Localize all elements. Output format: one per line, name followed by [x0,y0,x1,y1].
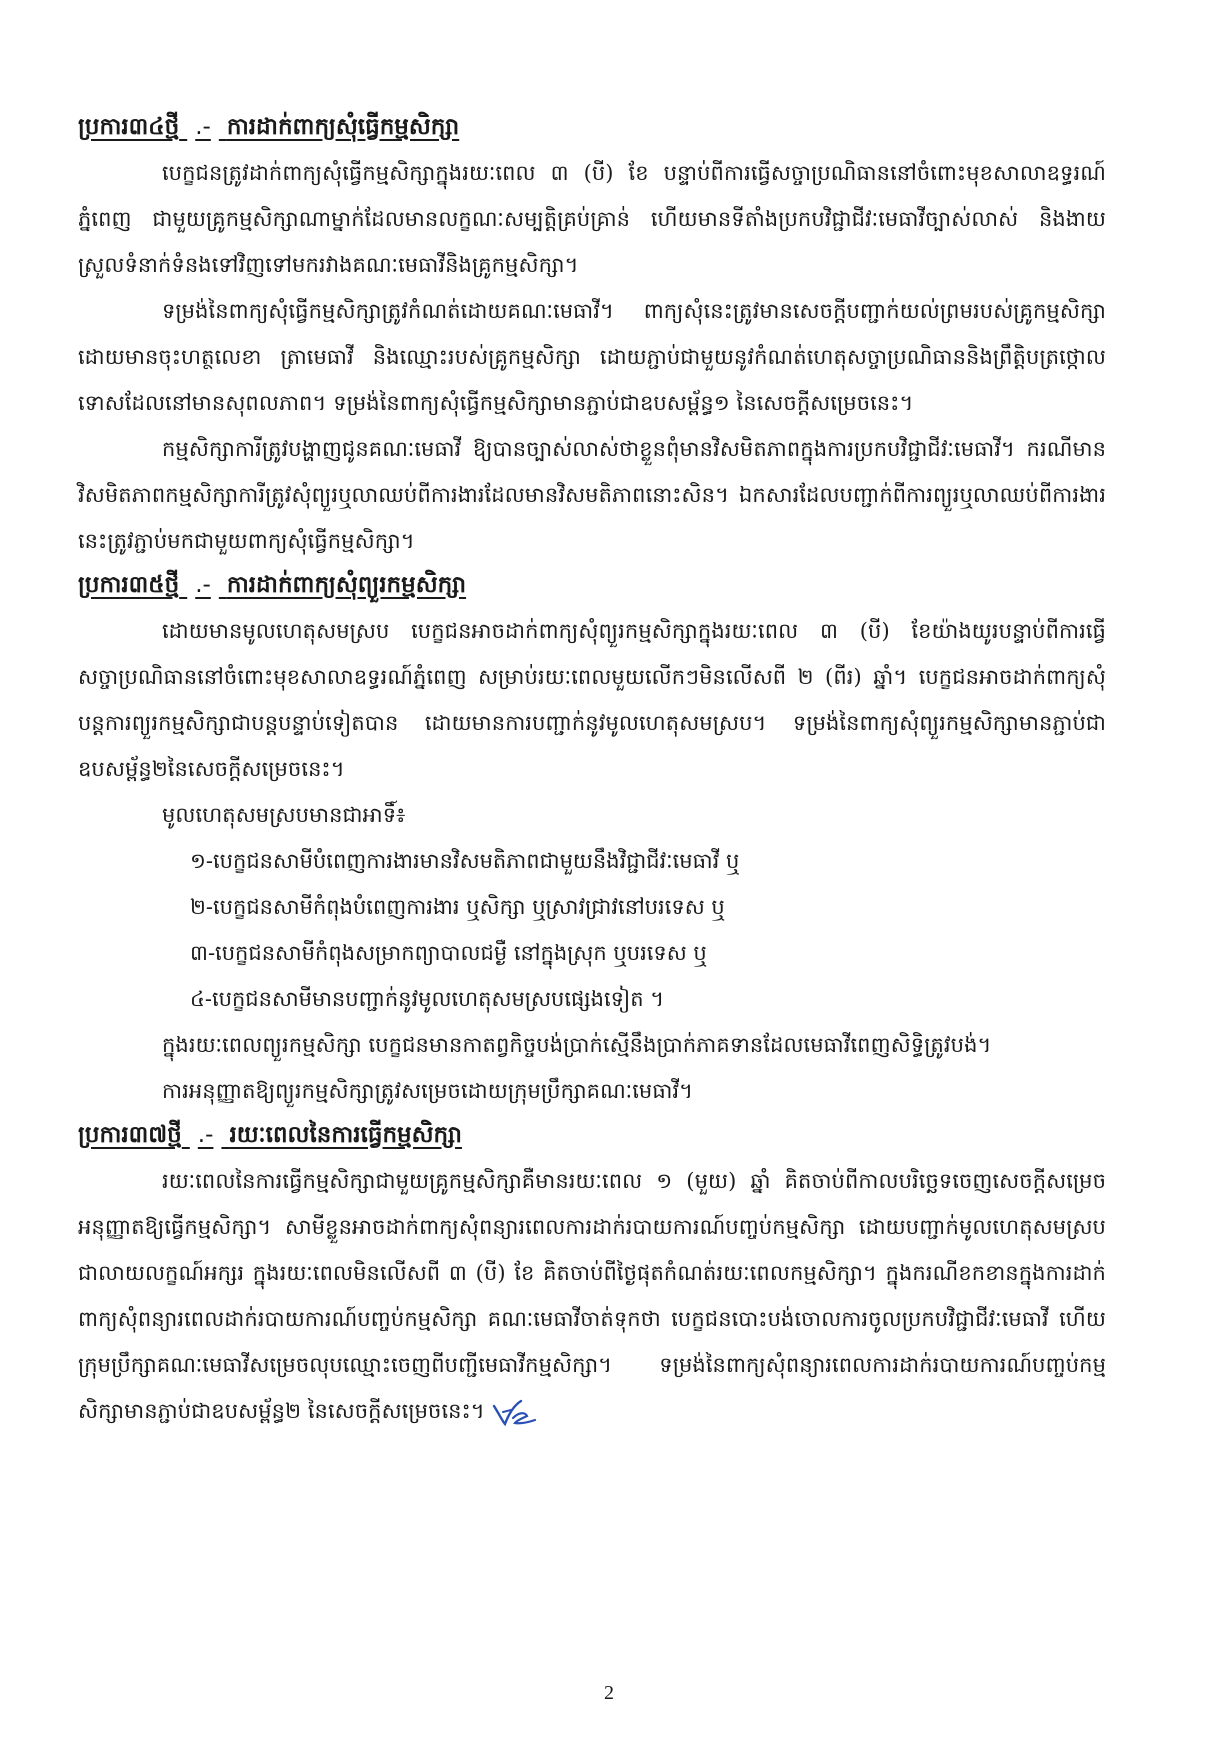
paragraph-text: រយៈពេលនៃការធ្វើកម្មសិក្សាជាមួយគ្រូកម្មសិក្សាគឺមានរយៈពេល ១ (មួយ) ឆ្នាំ គិតចាប់ពីកាលបរិច្ឆេទចេញសេចក្ដីសម្រេចអនុញ្ញាតឱ្យធ្វើកម្មសិក្សា។ សាមីខ្លួនអាចដាក់ពាក្យសុំពន្យារពេលការដាក់របាយការណ៍បញ្ចប់កម្មសិក្សា ដោយបញ្ជាក់មូលហេតុសមស្របជាលាយលក្ខណ៍អក្សរ ក្នុងរយៈពេលមិនលើសពី ៣ (បី) ខែ គិតចាប់ពីថ្ងៃផុតកំណត់រយៈពេលកម្មសិក្សា។ ក្នុងករណីខកខានក្នុងការដាក់ពាក្យសុំពន្យារពេលដាក់របាយការណ៍បញ្ចប់កម្មសិក្សា គណៈមេធាវីចាត់ទុកថា បេក្ខជនបោះបង់ចោលការចូលប្រកបវិជ្ជាជីវៈមេធាវី ហើយក្រុមប្រឹក្សាគណៈមេធាវីសម្រេចលុបឈ្មោះចេញពីបញ្ជីមេធាវីកម្មសិក្សា។ ទម្រង់នៃពាក្យសុំពន្យារពេលការដាក់របាយការណ៍បញ្ចប់កម្មសិក្សាមានភ្ជាប់ជាឧបសម្ព័ន្ធ២ នៃសេចក្ដីសម្រេចនេះ។ [78,1169,1106,1423]
article-34-title: ការដាក់ពាក្យសុំធ្វើកម្មសិក្សា [226,114,460,140]
article-35-section [78,566,1106,1114]
list-item: ២-បេក្ខជនសាមីកំពុងបំពេញការងារ ឬសិក្សា ឬស្រាវជ្រាវនៅបរទេស ឬ [190,895,725,919]
paragraph: ក្នុងរយៈពេលព្យួរកម្មសិក្សា បេក្ខជនមានកាតព្វកិច្ចបង់ប្រាក់ស្មើនឹងប្រាក់ភាគទានដែលមេធាវីពេញសិទ្ធិត្រូវបង់។ [162,1033,992,1057]
paragraph: ដោយមានមូលហេតុសមស្រប បេក្ខជនអាចដាក់ពាក្យសុំព្យួរកម្មសិក្សាក្នុងរយៈពេល ៣ (បី) ខែយ៉ាងយូរបន្ទាប់ពីការធ្វើសច្ចាប្រណិធាននៅចំពោះមុខសាលាឧទ្ធរណ៍ភ្នំពេញ សម្រាប់រយៈពេលមួយលើកៗមិនលើសពី ២ (ពីរ) ឆ្នាំ។ បេក្ខជនអាចដាក់ពាក្យសុំបន្តការព្យួរកម្មសិក្សាជាបន្តបន្ទាប់ទៀតបាន ដោយមានការបញ្ជាក់នូវមូលហេតុសមស្រប។ ទម្រង់នៃពាក្យសុំព្យួរកម្មសិក្សាមានភ្ជាប់ជាឧបសម្ព័ន្ធ២នៃសេចក្ដីសម្រេចនេះ។ [78,619,1106,781]
paragraph: ទម្រង់នៃពាក្យសុំធ្វើកម្មសិក្សាត្រូវកំណត់ដោយគណៈមេធាវី។ ពាក្យសុំនេះត្រូវមានសេចក្ដីបញ្ជាក់យល់ព្រមរបស់គ្រូកម្មសិក្សា ដោយមានចុះហត្ថលេខា ត្រាមេធាវី និងឈ្មោះរបស់គ្រូកម្មសិក្សា ដោយភ្ជាប់ជាមួយនូវកំណត់ហេតុសច្ចាប្រណិធាននិងព្រឹត្តិបត្រថ្កោលទោសដែលនៅមានសុពលភាព។ ទម្រង់នៃពាក្យសុំធ្វើកម្មសិក្សាមានភ្ជាប់ជាឧបសម្ព័ន្ធ១ នៃសេចក្ដីសម្រេចនេះ។ [78,299,1106,415]
article-35-number: ប្រការ៣៥ថ្មី [78,572,180,598]
page-number: 2 [604,1682,614,1704]
paragraph-with-initials [78,1158,1106,1434]
heading-separator: .- [197,1122,214,1148]
article-35-title: ការដាក់ពាក្យសុំព្យួរកម្មសិក្សា [226,572,467,598]
paragraph: បេក្ខជនត្រូវដាក់ពាក្យសុំធ្វើកម្មសិក្សាក្នុងរយៈពេល ៣ (បី) ខែ បន្ទាប់ពីការធ្វើសច្ចាប្រណិធាននៅចំពោះមុខសាលាឧទ្ធរណ៍ភ្នំពេញ ជាមួយគ្រូកម្មសិក្សាណាម្នាក់ដែលមានលក្ខណៈសម្បត្តិគ្រប់គ្រាន់ ហើយមានទីតាំងប្រកបវិជ្ជាជីវៈមេធាវីច្បាស់លាស់ និងងាយស្រួលទំនាក់ទំនងទៅវិញទៅមករវាងគណៈមេធាវីនិងគ្រូកម្មសិក្សា។ [78,161,1106,277]
article-37-title: រយៈពេលនៃការធ្វើកម្មសិក្សា [229,1122,462,1148]
heading-separator: .- [195,572,211,598]
article-34-heading [78,108,1106,146]
article-34-section [78,108,1106,564]
article-35-heading [78,566,1106,604]
article-34-number: ប្រការ៣៤ថ្មី [78,114,180,140]
article-37-heading [78,1116,1106,1154]
list-item: ១-បេក្ខជនសាមីបំពេញការងារមានវិសមតិភាពជាមួយនឹងវិជ្ជាជីវៈមេធាវី ឬ [190,849,740,873]
article-37-number: ប្រការ៣៧ថ្មី [78,1122,182,1148]
list-item: ៣-បេក្ខជនសាមីកំពុងសម្រាកព្យាបាលជម្ងឺ នៅក្នុងស្រុក ឬបរទេស ឬ [190,941,707,965]
list-intro: មូលហេតុសមស្របមានជាអាទិ៍៖ [162,803,406,827]
handwritten-initials-icon [491,1398,537,1428]
heading-separator: .- [195,114,211,140]
paragraph: កម្មសិក្សាការីត្រូវបង្ហាញជូនគណៈមេធាវី ឱ្យបានច្បាស់លាស់ថាខ្លួនពុំមានវិសមិតភាពក្នុងការប្រកបវិជ្ជាជីវៈមេធាវី។ ករណីមានវិសមិតភាពកម្មសិក្សាការីត្រូវសុំព្យួរឬលាឈប់ពីការងារដែលមានវិសមតិភាពនោះសិន។ ឯកសារដែលបញ្ជាក់ពីការព្យួរឬលាឈប់ពីការងារនេះត្រូវភ្ជាប់មកជាមួយពាក្យសុំធ្វើកម្មសិក្សា។ [78,437,1106,553]
article-37-section [78,1116,1106,1434]
paragraph: ការអនុញ្ញាតឱ្យព្យួរកម្មសិក្សាត្រូវសម្រេចដោយក្រុមប្រឹក្សាគណៈមេធាវី។ [162,1079,694,1103]
list-item: ៤-បេក្ខជនសាមីមានបញ្ជាក់នូវមូលហេតុសមស្របផ្សេងទៀត ។ [190,987,665,1011]
